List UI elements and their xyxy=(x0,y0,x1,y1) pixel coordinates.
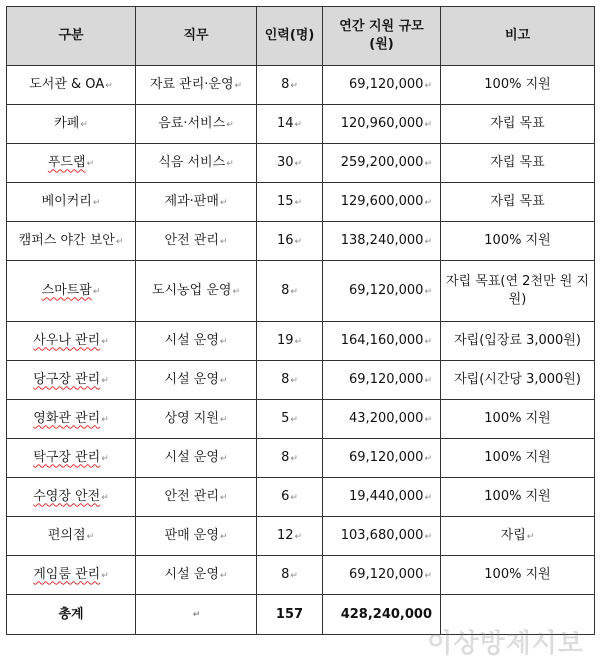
return-mark-icon: ↵ xyxy=(294,158,303,169)
cell-staff-text: 12 xyxy=(276,527,294,543)
return-mark-icon: ↵ xyxy=(424,197,432,208)
cell-category-text: 카페 xyxy=(54,115,80,131)
total-note-empty xyxy=(441,595,595,635)
cell-budget xyxy=(323,400,441,439)
return-mark-icon: ↵ xyxy=(219,236,228,247)
cell-category-text: 편의점 xyxy=(47,527,86,543)
return-mark-icon: ↵ xyxy=(294,336,303,347)
budget-table xyxy=(6,6,595,635)
cell-budget xyxy=(323,517,441,556)
cell-note xyxy=(441,261,595,322)
table-row xyxy=(7,361,595,400)
return-mark-icon: ↵ xyxy=(424,375,432,386)
cell-duty-text: 식음 서비스 xyxy=(158,154,226,170)
cell-budget xyxy=(323,261,441,322)
cell-duty-text: 안전 관리 xyxy=(164,488,219,504)
cell-note xyxy=(441,400,595,439)
cell-duty-text: 시설 운영 xyxy=(164,332,219,348)
cell-note-text: 자립(입장료 3,000원) xyxy=(454,333,581,348)
return-mark-icon: ↵ xyxy=(424,236,432,247)
cell-budget xyxy=(323,183,441,222)
return-mark-icon: ↵ xyxy=(232,286,241,297)
cell-note-text: 자립(시간당 3,000원) xyxy=(454,372,581,387)
cell-budget-text: 138,240,000 xyxy=(340,232,424,248)
cell-staff-text: 14 xyxy=(276,115,294,131)
return-mark-icon: ↵ xyxy=(219,197,228,208)
cell-staff-text: 8 xyxy=(281,566,290,582)
cell-category-text: 게임룸 관리 xyxy=(33,566,101,582)
return-mark-icon: ↵ xyxy=(290,453,298,464)
cell-staff-text: 16 xyxy=(276,232,294,248)
cell-duty-text: 시설 운영 xyxy=(164,371,219,387)
cell-staff xyxy=(257,322,323,361)
cell-staff xyxy=(257,105,323,144)
cell-budget-text: 69,120,000 xyxy=(349,449,424,465)
return-mark-icon: ↵ xyxy=(424,453,432,464)
table-row xyxy=(7,556,595,595)
table-row xyxy=(7,66,595,105)
cell-staff xyxy=(257,183,323,222)
cell-budget-text: 69,120,000 xyxy=(349,76,424,92)
total-staff: 157 xyxy=(257,595,323,635)
cell-staff xyxy=(257,478,323,517)
return-mark-icon: ↵ xyxy=(526,531,535,542)
table-row xyxy=(7,222,595,261)
return-mark-icon: ↵ xyxy=(234,80,243,91)
cell-category-text: 수영장 안전 xyxy=(33,488,101,504)
cell-category xyxy=(7,261,136,322)
total-duty-empty: ↵ xyxy=(136,595,257,635)
return-mark-icon: ↵ xyxy=(115,236,124,247)
cell-note-text: 자립 xyxy=(500,527,526,543)
table-row xyxy=(7,183,595,222)
cell-note-text: 100% 지원 xyxy=(484,411,551,426)
return-mark-icon: ↵ xyxy=(424,492,432,503)
return-mark-icon: ↵ xyxy=(226,158,234,169)
cell-category xyxy=(7,400,136,439)
cell-duty-text: 시설 운영 xyxy=(164,566,219,582)
cell-note-text: 100% 지원 xyxy=(484,450,551,465)
return-mark-icon: ↵ xyxy=(290,570,298,581)
cell-staff-text: 19 xyxy=(276,332,294,348)
return-mark-icon: ↵ xyxy=(219,375,228,386)
cell-note-text: 자립 목표 xyxy=(490,116,545,131)
cell-category-text: 베이커리 xyxy=(41,193,92,209)
cell-duty-text: 시설 운영 xyxy=(164,449,219,465)
return-mark-icon: ↵ xyxy=(294,531,303,542)
cell-budget-text: 164,160,000 xyxy=(340,332,424,348)
cell-note-text: 자립 목표 xyxy=(490,194,545,209)
table-row xyxy=(7,144,595,183)
return-mark-icon: ↵ xyxy=(219,492,228,503)
cell-note xyxy=(441,517,595,556)
cell-staff-text: 5 xyxy=(281,410,290,426)
cell-note-text: 100% 지원 xyxy=(484,77,551,92)
return-mark-icon: ↵ xyxy=(105,80,113,91)
return-mark-icon: ↵ xyxy=(424,286,432,297)
header-budget: 연간 지원 규모 (원) xyxy=(323,7,441,66)
return-mark-icon: ↵ xyxy=(219,531,228,542)
cell-duty xyxy=(136,144,257,183)
cell-category xyxy=(7,361,136,400)
cell-budget xyxy=(323,222,441,261)
cell-budget xyxy=(323,361,441,400)
cell-duty-text: 음료·서비스 xyxy=(158,115,226,131)
cell-budget-text: 120,960,000 xyxy=(340,115,424,131)
cell-staff xyxy=(257,261,323,322)
cell-category xyxy=(7,478,136,517)
table-row xyxy=(7,261,595,322)
cell-duty xyxy=(136,261,257,322)
return-mark-icon: ↵ xyxy=(101,375,109,386)
cell-category-text: 도서관 & OA xyxy=(29,76,105,92)
cell-duty xyxy=(136,322,257,361)
cell-category xyxy=(7,222,136,261)
cell-budget-text: 69,120,000 xyxy=(349,371,424,387)
watermark-logo: 이상방제시보 xyxy=(427,629,584,659)
cell-budget-text: 259,200,000 xyxy=(340,154,424,170)
cell-duty-text: 도시농업 운영 xyxy=(151,282,232,298)
cell-budget xyxy=(323,478,441,517)
return-mark-icon: ↵ xyxy=(294,197,303,208)
cell-category xyxy=(7,556,136,595)
cell-staff xyxy=(257,66,323,105)
cell-duty-text: 판매 운영 xyxy=(164,527,219,543)
cell-staff xyxy=(257,222,323,261)
return-mark-icon: ↵ xyxy=(424,414,432,425)
cell-note xyxy=(441,66,595,105)
return-mark-icon: ↵ xyxy=(80,119,88,130)
header-duty: 직무 xyxy=(136,7,257,66)
return-mark-icon: ↵ xyxy=(294,236,303,247)
cell-duty-text: 자료 관리·운영 xyxy=(149,76,234,92)
cell-staff-text: 8 xyxy=(281,282,290,298)
cell-staff-text: 8 xyxy=(281,371,290,387)
cell-note xyxy=(441,439,595,478)
cell-category xyxy=(7,183,136,222)
total-budget: 428,240,000 xyxy=(323,595,441,635)
return-mark-icon: ↵ xyxy=(219,336,228,347)
cell-staff xyxy=(257,556,323,595)
cell-category xyxy=(7,66,136,105)
cell-category xyxy=(7,105,136,144)
return-mark-icon: ↵ xyxy=(226,119,234,130)
cell-category xyxy=(7,517,136,556)
table-row xyxy=(7,517,595,556)
return-mark-icon: ↵ xyxy=(101,336,109,347)
cell-budget-text: 43,200,000 xyxy=(349,410,424,426)
cell-category-text: 탁구장 관리 xyxy=(33,449,101,465)
cell-duty xyxy=(136,105,257,144)
cell-duty xyxy=(136,183,257,222)
return-mark-icon: ↵ xyxy=(92,286,101,297)
table-row xyxy=(7,322,595,361)
cell-category-text: 스마트팜 xyxy=(41,282,92,298)
return-mark-icon: ↵ xyxy=(219,453,228,464)
cell-duty-text: 상영 지원 xyxy=(164,410,219,426)
cell-budget-text: 69,120,000 xyxy=(349,282,424,298)
cell-budget-text: 19,440,000 xyxy=(349,488,424,504)
table-row xyxy=(7,400,595,439)
return-mark-icon: ↵ xyxy=(86,531,95,542)
return-mark-icon: ↵ xyxy=(424,80,432,91)
cell-note-text: 100% 지원 xyxy=(484,489,551,504)
return-mark-icon: ↵ xyxy=(219,570,228,581)
cell-budget xyxy=(323,144,441,183)
cell-note-text: 100% 지원 xyxy=(484,233,551,248)
cell-category-text: 영화관 관리 xyxy=(33,410,101,426)
cell-duty xyxy=(136,222,257,261)
cell-category xyxy=(7,144,136,183)
return-mark-icon: ↵ xyxy=(290,286,298,297)
return-mark-icon: ↵ xyxy=(424,158,432,169)
cell-category xyxy=(7,322,136,361)
return-mark-icon: ↵ xyxy=(101,492,109,503)
return-mark-icon: ↵ xyxy=(424,336,432,347)
total-label: 총계 xyxy=(7,595,136,635)
cell-category-text: 캠퍼스 야간 보안 xyxy=(18,232,115,248)
return-mark-icon: ↵ xyxy=(219,414,228,425)
cell-staff-text: 8 xyxy=(281,76,290,92)
return-mark-icon: ↵ xyxy=(424,531,432,542)
cell-staff xyxy=(257,400,323,439)
return-mark-icon: ↵ xyxy=(86,158,95,169)
cell-note-text: 100% 지원 xyxy=(484,567,551,582)
header-staff: 인력(명) xyxy=(257,7,323,66)
cell-duty xyxy=(136,361,257,400)
cell-duty xyxy=(136,66,257,105)
cell-budget xyxy=(323,105,441,144)
cell-duty-text: 안전 관리 xyxy=(164,232,219,248)
cell-staff-text: 15 xyxy=(276,193,294,209)
cell-note xyxy=(441,556,595,595)
cell-budget xyxy=(323,556,441,595)
cell-note xyxy=(441,322,595,361)
header-category: 구분 xyxy=(7,7,136,66)
cell-budget-text: 69,120,000 xyxy=(349,566,424,582)
cell-category-text: 사우나 관리 xyxy=(33,332,101,348)
return-mark-icon: ↵ xyxy=(290,492,298,503)
cell-duty xyxy=(136,478,257,517)
cell-note xyxy=(441,222,595,261)
cell-category-text: 당구장 관리 xyxy=(33,371,101,387)
cell-duty xyxy=(136,439,257,478)
cell-budget xyxy=(323,439,441,478)
cell-duty xyxy=(136,556,257,595)
return-mark-icon: ↵ xyxy=(92,197,101,208)
cell-staff xyxy=(257,361,323,400)
cell-staff xyxy=(257,144,323,183)
cell-note xyxy=(441,144,595,183)
return-mark-icon: ↵ xyxy=(101,570,109,581)
cell-note xyxy=(441,183,595,222)
cell-duty-text: 제과·판매 xyxy=(164,193,219,209)
cell-note-text: 자립 목표(연 2천만 원 지원) xyxy=(446,274,589,307)
total-row xyxy=(7,595,595,635)
cell-category xyxy=(7,439,136,478)
return-mark-icon: ↵ xyxy=(424,119,432,130)
return-mark-icon: ↵ xyxy=(101,453,109,464)
cell-note xyxy=(441,105,595,144)
table-row xyxy=(7,478,595,517)
header-row xyxy=(7,7,595,66)
return-mark-icon: ↵ xyxy=(424,570,432,581)
cell-staff xyxy=(257,517,323,556)
cell-budget-text: 103,680,000 xyxy=(340,527,424,543)
table-row xyxy=(7,439,595,478)
table-row xyxy=(7,105,595,144)
cell-note-text: 자립 목표 xyxy=(490,155,545,170)
return-mark-icon: ↵ xyxy=(290,414,298,425)
return-mark-icon: ↵ xyxy=(290,80,298,91)
cell-budget xyxy=(323,322,441,361)
cell-note xyxy=(441,361,595,400)
cell-staff-text: 8 xyxy=(281,449,290,465)
cell-duty xyxy=(136,517,257,556)
cell-staff-text: 6 xyxy=(281,488,290,504)
cell-category-text: 푸드랩 xyxy=(47,154,86,170)
cell-budget xyxy=(323,66,441,105)
return-mark-icon: ↵ xyxy=(294,119,303,130)
header-note: 비고 xyxy=(441,7,595,66)
return-mark-icon: ↵ xyxy=(101,414,109,425)
cell-staff xyxy=(257,439,323,478)
cell-duty xyxy=(136,400,257,439)
cell-budget-text: 129,600,000 xyxy=(340,193,424,209)
cell-staff-text: 30 xyxy=(276,154,294,170)
return-mark-icon: ↵ xyxy=(290,375,298,386)
cell-note xyxy=(441,478,595,517)
